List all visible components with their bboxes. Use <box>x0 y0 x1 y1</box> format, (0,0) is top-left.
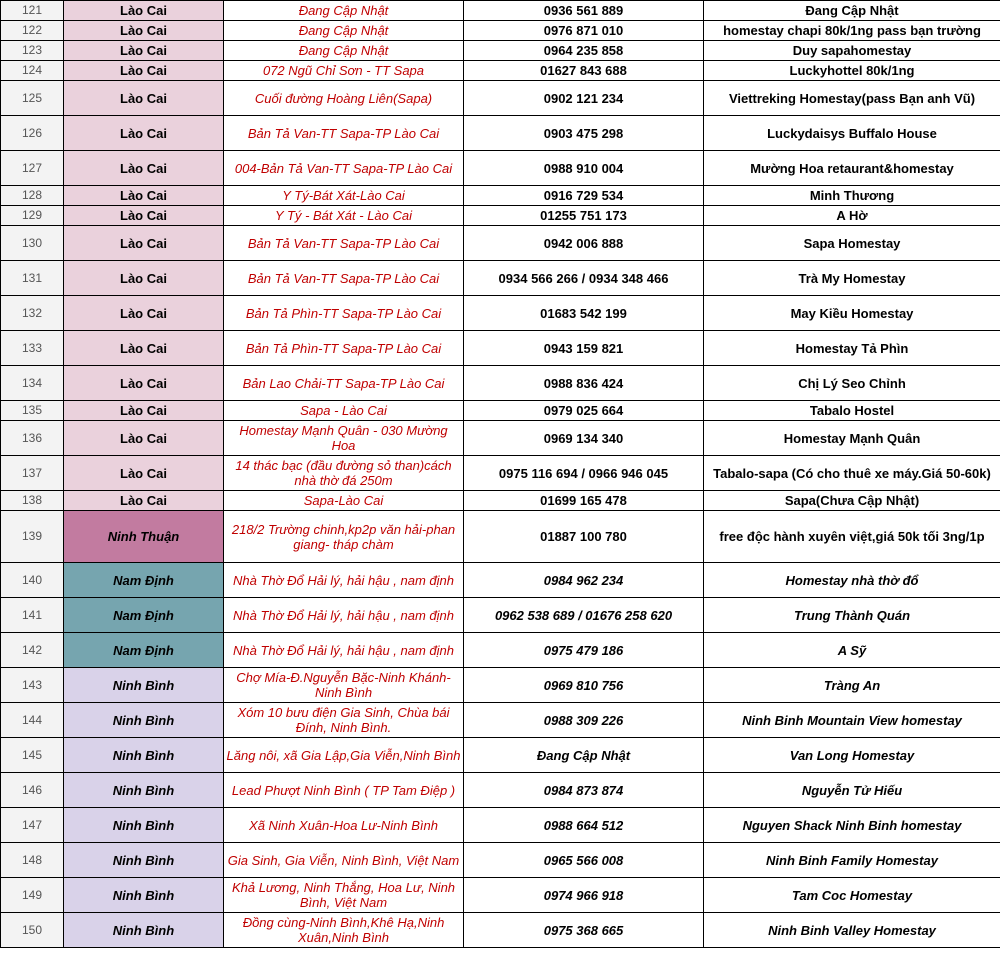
phone-cell[interactable]: 0975 479 186 <box>464 633 704 668</box>
table-row[interactable] <box>1 563 1000 598</box>
row-number[interactable]: 147 <box>1 808 64 843</box>
region-cell[interactable]: Ninh Bình <box>64 703 224 738</box>
table-row[interactable] <box>1 41 1000 61</box>
address-cell[interactable]: Y Tý - Bát Xát - Lào Cai <box>224 206 464 226</box>
phone-cell[interactable]: 0988 836 424 <box>464 366 704 401</box>
region-cell[interactable]: Ninh Bình <box>64 913 224 948</box>
address-cell[interactable]: Cuối đường Hoàng Liên(Sapa) <box>224 81 464 116</box>
table-row[interactable] <box>1 296 1000 331</box>
phone-cell[interactable]: 0988 910 004 <box>464 151 704 186</box>
row-number[interactable]: 146 <box>1 773 64 808</box>
table-row[interactable] <box>1 331 1000 366</box>
phone-cell[interactable]: 0979 025 664 <box>464 401 704 421</box>
table-row[interactable] <box>1 808 1000 843</box>
address-cell[interactable]: Khả Lương, Ninh Thắng, Hoa Lư, Ninh Bình, Việt Nam <box>224 878 464 913</box>
homestay-name-cell[interactable]: Ninh Binh Family Homestay <box>704 843 1000 878</box>
address-cell[interactable]: Đang Cập Nhật <box>224 21 464 41</box>
row-number[interactable]: 144 <box>1 703 64 738</box>
homestay-name-cell[interactable]: homestay chapi 80k/1ng pass bạn trường <box>704 21 1000 41</box>
homestay-name-cell[interactable]: Tabalo-sapa (Có cho thuê xe máy.Giá 50-60k) <box>704 456 1000 491</box>
row-number[interactable]: 136 <box>1 421 64 456</box>
address-cell[interactable]: Chợ Mía-Đ.Nguyễn Bặc-Ninh Khánh-Ninh Bình <box>224 668 464 703</box>
table-row[interactable] <box>1 491 1000 511</box>
address-cell[interactable]: Y Tý-Bát Xát-Lào Cai <box>224 186 464 206</box>
address-cell[interactable]: Lead Phượt Ninh Bình ( TP Tam Điệp ) <box>224 773 464 808</box>
address-cell[interactable]: Đồng cùng-Ninh Bình,Khê Hạ,Ninh Xuân,Ninh Bình <box>224 913 464 948</box>
homestay-name-cell[interactable]: Tabalo Hostel <box>704 401 1000 421</box>
address-cell[interactable]: Bản Tả Phìn-TT Sapa-TP Lào Cai <box>224 296 464 331</box>
region-cell[interactable]: Lào Cai <box>64 421 224 456</box>
address-cell[interactable]: Gia Sinh, Gia Viễn, Ninh Bình, Việt Nam <box>224 843 464 878</box>
address-cell[interactable]: Đang Cập Nhật <box>224 41 464 61</box>
address-cell[interactable]: Bản Tả Van-TT Sapa-TP Lào Cai <box>224 116 464 151</box>
phone-cell[interactable]: 0984 873 874 <box>464 773 704 808</box>
address-cell[interactable]: Bản Tả Phìn-TT Sapa-TP Lào Cai <box>224 331 464 366</box>
address-cell[interactable]: 004-Bản Tả Van-TT Sapa-TP Lào Cai <box>224 151 464 186</box>
phone-cell[interactable]: 0903 475 298 <box>464 116 704 151</box>
table-row[interactable] <box>1 773 1000 808</box>
address-cell[interactable]: Nhà Thờ Đổ Hải lý, hải hậu , nam định <box>224 563 464 598</box>
row-number[interactable]: 145 <box>1 738 64 773</box>
row-number[interactable]: 137 <box>1 456 64 491</box>
phone-cell[interactable]: 0936 561 889 <box>464 1 704 21</box>
homestay-name-cell[interactable]: Tam Coc Homestay <box>704 878 1000 913</box>
row-number[interactable]: 128 <box>1 186 64 206</box>
table-row[interactable] <box>1 633 1000 668</box>
region-cell[interactable]: Lào Cai <box>64 226 224 261</box>
row-number[interactable]: 131 <box>1 261 64 296</box>
phone-cell[interactable]: 0988 664 512 <box>464 808 704 843</box>
row-number[interactable]: 138 <box>1 491 64 511</box>
table-row[interactable] <box>1 366 1000 401</box>
row-number[interactable]: 134 <box>1 366 64 401</box>
region-cell[interactable]: Ninh Bình <box>64 738 224 773</box>
phone-cell[interactable]: 0988 309 226 <box>464 703 704 738</box>
row-number[interactable]: 124 <box>1 61 64 81</box>
address-cell[interactable]: Xã Ninh Xuân-Hoa Lư-Ninh Bình <box>224 808 464 843</box>
region-cell[interactable]: Nam Định <box>64 598 224 633</box>
address-cell[interactable]: Bản Tả Van-TT Sapa-TP Lào Cai <box>224 261 464 296</box>
phone-cell[interactable]: 0942 006 888 <box>464 226 704 261</box>
phone-cell[interactable]: 01699 165 478 <box>464 491 704 511</box>
homestay-name-cell[interactable]: Sapa Homestay <box>704 226 1000 261</box>
region-cell[interactable]: Lào Cai <box>64 21 224 41</box>
row-number[interactable]: 130 <box>1 226 64 261</box>
phone-cell[interactable]: Đang Cập Nhật <box>464 738 704 773</box>
region-cell[interactable]: Lào Cai <box>64 151 224 186</box>
row-number[interactable]: 126 <box>1 116 64 151</box>
region-cell[interactable]: Lào Cai <box>64 491 224 511</box>
table-row[interactable] <box>1 878 1000 913</box>
row-number[interactable]: 127 <box>1 151 64 186</box>
phone-cell[interactable]: 01627 843 688 <box>464 61 704 81</box>
homestay-name-cell[interactable]: Chị Lý Seo Chỉnh <box>704 366 1000 401</box>
address-cell[interactable]: Homestay Mạnh Quân - 030 Mường Hoa <box>224 421 464 456</box>
region-cell[interactable]: Lào Cai <box>64 456 224 491</box>
phone-cell[interactable]: 0943 159 821 <box>464 331 704 366</box>
table-row[interactable] <box>1 151 1000 186</box>
homestay-name-cell[interactable]: A Sỹ <box>704 633 1000 668</box>
row-number[interactable]: 122 <box>1 21 64 41</box>
table-row[interactable] <box>1 668 1000 703</box>
phone-cell[interactable]: 01887 100 780 <box>464 511 704 563</box>
phone-cell[interactable]: 0902 121 234 <box>464 81 704 116</box>
phone-cell[interactable]: 0975 116 694 / 0966 946 045 <box>464 456 704 491</box>
homestay-name-cell[interactable]: Van Long Homestay <box>704 738 1000 773</box>
homestay-name-cell[interactable]: Tràng An <box>704 668 1000 703</box>
phone-cell[interactable]: 0976 871 010 <box>464 21 704 41</box>
homestay-name-cell[interactable]: free độc hành xuyên việt,giá 50k tối 3ng/1p <box>704 511 1000 563</box>
homestay-name-cell[interactable]: Homestay nhà thờ đổ <box>704 563 1000 598</box>
region-cell[interactable]: Ninh Bình <box>64 668 224 703</box>
table-row[interactable] <box>1 703 1000 738</box>
phone-cell[interactable]: 0964 235 858 <box>464 41 704 61</box>
address-cell[interactable]: Nhà Thờ Đổ Hải lý, hải hậu , nam định <box>224 633 464 668</box>
row-number[interactable]: 133 <box>1 331 64 366</box>
address-cell[interactable]: Bản Lao Chải-TT Sapa-TP Lào Cai <box>224 366 464 401</box>
row-number[interactable]: 121 <box>1 1 64 21</box>
phone-cell[interactable]: 0969 134 340 <box>464 421 704 456</box>
address-cell[interactable]: Sapa-Lào Cai <box>224 491 464 511</box>
table-row[interactable] <box>1 81 1000 116</box>
row-number[interactable]: 135 <box>1 401 64 421</box>
table-row[interactable] <box>1 261 1000 296</box>
homestay-name-cell[interactable]: Minh Thương <box>704 186 1000 206</box>
phone-cell[interactable]: 0934 566 266 / 0934 348 466 <box>464 261 704 296</box>
table-row[interactable] <box>1 1 1000 21</box>
row-number[interactable]: 132 <box>1 296 64 331</box>
row-number[interactable]: 123 <box>1 41 64 61</box>
region-cell[interactable]: Ninh Bình <box>64 843 224 878</box>
table-row[interactable] <box>1 421 1000 456</box>
phone-cell[interactable]: 0969 810 756 <box>464 668 704 703</box>
homestay-name-cell[interactable]: Sapa(Chưa Cập Nhật) <box>704 491 1000 511</box>
region-cell[interactable]: Lào Cai <box>64 116 224 151</box>
region-cell[interactable]: Lào Cai <box>64 206 224 226</box>
homestay-name-cell[interactable]: May Kiều Homestay <box>704 296 1000 331</box>
homestay-name-cell[interactable]: Nguyễn Tử Hiếu <box>704 773 1000 808</box>
row-number[interactable]: 140 <box>1 563 64 598</box>
homestay-name-cell[interactable]: Viettreking Homestay(pass Bạn anh Vũ) <box>704 81 1000 116</box>
table-row[interactable] <box>1 401 1000 421</box>
region-cell[interactable]: Lào Cai <box>64 296 224 331</box>
homestay-name-cell[interactable]: A Hờ <box>704 206 1000 226</box>
address-cell[interactable]: Sapa - Lào Cai <box>224 401 464 421</box>
region-cell[interactable]: Lào Cai <box>64 331 224 366</box>
address-cell[interactable]: 072 Ngũ Chỉ Sơn - TT Sapa <box>224 61 464 81</box>
homestay-name-cell[interactable]: Đang Cập Nhật <box>704 1 1000 21</box>
row-number[interactable]: 129 <box>1 206 64 226</box>
table-row[interactable] <box>1 913 1000 948</box>
homestay-name-cell[interactable]: Ninh Binh Valley Homestay <box>704 913 1000 948</box>
region-cell[interactable]: Lào Cai <box>64 61 224 81</box>
homestay-name-cell[interactable]: Homestay Mạnh Quân <box>704 421 1000 456</box>
row-number[interactable]: 150 <box>1 913 64 948</box>
region-cell[interactable]: Nam Định <box>64 563 224 598</box>
region-cell[interactable]: Ninh Bình <box>64 878 224 913</box>
address-cell[interactable]: Đang Cập Nhật <box>224 1 464 21</box>
phone-cell[interactable]: 0965 566 008 <box>464 843 704 878</box>
region-cell[interactable]: Nam Định <box>64 633 224 668</box>
table-row[interactable] <box>1 21 1000 41</box>
region-cell[interactable]: Lào Cai <box>64 41 224 61</box>
table-row[interactable] <box>1 61 1000 81</box>
homestay-name-cell[interactable]: Homestay Tả Phìn <box>704 331 1000 366</box>
homestay-name-cell[interactable]: Trà My Homestay <box>704 261 1000 296</box>
table-row[interactable] <box>1 456 1000 491</box>
address-cell[interactable]: 218/2 Trường chinh,kp2p văn hải-phan giang- tháp chàm <box>224 511 464 563</box>
table-row[interactable] <box>1 186 1000 206</box>
sheet-body <box>1 1 1000 948</box>
phone-cell[interactable]: 0975 368 665 <box>464 913 704 948</box>
region-cell[interactable]: Lào Cai <box>64 366 224 401</box>
phone-cell[interactable]: 0974 966 918 <box>464 878 704 913</box>
homestay-name-cell[interactable]: Duy sapahomestay <box>704 41 1000 61</box>
table-row[interactable] <box>1 738 1000 773</box>
phone-cell[interactable]: 0962 538 689 / 01676 258 620 <box>464 598 704 633</box>
phone-cell[interactable]: 01255 751 173 <box>464 206 704 226</box>
phone-cell[interactable]: 0916 729 534 <box>464 186 704 206</box>
homestay-name-cell[interactable]: Trung Thành Quán <box>704 598 1000 633</box>
region-cell[interactable]: Lào Cai <box>64 401 224 421</box>
region-cell[interactable]: Ninh Thuận <box>64 511 224 563</box>
address-cell[interactable]: Nhà Thờ Đổ Hải lý, hải hậu , nam định <box>224 598 464 633</box>
row-number[interactable]: 125 <box>1 81 64 116</box>
region-cell[interactable]: Ninh Bình <box>64 773 224 808</box>
table-row[interactable] <box>1 226 1000 261</box>
address-cell[interactable]: Xóm 10 bưu điện Gia Sinh, Chùa bái Đính, Ninh Bình. <box>224 703 464 738</box>
homestay-name-cell[interactable]: Luckydaisys Buffalo House <box>704 116 1000 151</box>
row-number[interactable]: 141 <box>1 598 64 633</box>
region-cell[interactable]: Lào Cai <box>64 261 224 296</box>
table-row[interactable] <box>1 116 1000 151</box>
table-row[interactable] <box>1 511 1000 563</box>
address-cell[interactable]: Lăng nôi, xã Gia Lập,Gia Viễn,Ninh Bình <box>224 738 464 773</box>
region-cell[interactable]: Lào Cai <box>64 81 224 116</box>
row-number[interactable]: 139 <box>1 511 64 563</box>
table-row[interactable] <box>1 598 1000 633</box>
homestay-name-cell[interactable]: Luckyhottel 80k/1ng <box>704 61 1000 81</box>
homestay-name-cell[interactable]: Ninh Binh Mountain View homestay <box>704 703 1000 738</box>
address-cell[interactable]: Bản Tả Van-TT Sapa-TP Lào Cai <box>224 226 464 261</box>
phone-cell[interactable]: 01683 542 199 <box>464 296 704 331</box>
row-number[interactable]: 148 <box>1 843 64 878</box>
table-row[interactable] <box>1 206 1000 226</box>
table-row[interactable] <box>1 843 1000 878</box>
region-cell[interactable]: Lào Cai <box>64 186 224 206</box>
row-number[interactable]: 143 <box>1 668 64 703</box>
row-number[interactable]: 142 <box>1 633 64 668</box>
homestay-name-cell[interactable]: Nguyen Shack Ninh Binh homestay <box>704 808 1000 843</box>
address-cell[interactable]: 14 thác bạc (đầu đường sỏ than)cách nhà thờ đá 250m <box>224 456 464 491</box>
phone-cell[interactable]: 0984 962 234 <box>464 563 704 598</box>
region-cell[interactable]: Ninh Bình <box>64 808 224 843</box>
homestay-name-cell[interactable]: Mường Hoa retaurant&homestay <box>704 151 1000 186</box>
row-number[interactable]: 149 <box>1 878 64 913</box>
region-cell[interactable]: Lào Cai <box>64 1 224 21</box>
